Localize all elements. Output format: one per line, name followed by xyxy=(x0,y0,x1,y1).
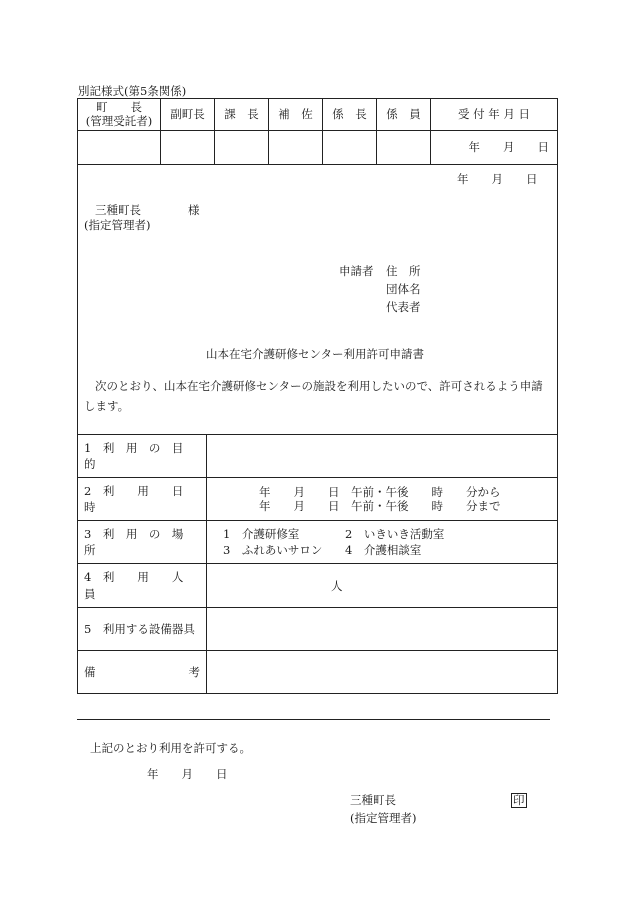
vice-mayor-stamp-cell[interactable] xyxy=(161,131,215,165)
seal-mark xyxy=(511,793,527,808)
equipment-label: 5 利用する設備器具 xyxy=(78,607,207,650)
equipment-row xyxy=(78,607,558,650)
place-field xyxy=(207,521,558,564)
place-option-training-room[interactable]: 1 介護研修室 xyxy=(223,526,300,541)
datetime-from: 年 月 日 午前・午後 時 分から xyxy=(259,484,501,499)
users-row xyxy=(78,564,558,607)
signer-sub: (指定管理者) xyxy=(350,811,417,825)
usage-details-table xyxy=(77,434,558,694)
datetime-label: 2 利 用 日 時 xyxy=(78,478,207,521)
mayor-label: 町 長 xyxy=(96,99,142,114)
remarks-row xyxy=(78,650,558,693)
users-label: 4 利 用 人 員 xyxy=(78,564,207,607)
applicant-rep-label: 代表者 xyxy=(386,300,421,314)
remarks-label-left: 備 xyxy=(84,664,96,679)
staff-stamp-cell[interactable] xyxy=(377,131,431,165)
datetime-to: 年 月 日 午前・午後 時 分まで xyxy=(259,499,501,514)
document-title: 山本在宅介護研修センター利用許可申請書 xyxy=(206,347,425,361)
place-option-salon[interactable]: 3 ふれあいサロン xyxy=(223,543,323,558)
mayor-stamp-cell[interactable] xyxy=(78,131,161,165)
subsection-chief-stamp-cell[interactable] xyxy=(323,131,377,165)
mayor-header xyxy=(78,99,161,131)
permission-text: 上記のとおり利用を許可する。 xyxy=(90,741,251,755)
place-label: 3 利 用 の 場 所 xyxy=(78,521,207,564)
section-chief-header: 課 長 xyxy=(215,99,269,131)
form-label: 別記様式(第5条関係) xyxy=(78,84,187,98)
place-option-activity-room[interactable]: 2 いきいき活動室 xyxy=(345,526,445,541)
applicant-group-label: 団体名 xyxy=(386,282,421,296)
datetime-row xyxy=(78,478,558,521)
remarks-field[interactable] xyxy=(207,650,558,693)
section-chief-stamp-cell[interactable] xyxy=(215,131,269,165)
received-date-header: 受 付 年 月 日 xyxy=(431,99,558,131)
staff-header: 係 員 xyxy=(377,99,431,131)
received-date-cell[interactable]: 年 月 日 xyxy=(431,131,558,165)
purpose-label: 1 利 用 の 目 的 xyxy=(78,435,207,478)
addressee-sub: (指定管理者) xyxy=(84,218,151,232)
approval-stamp-table xyxy=(77,98,558,165)
remarks-label xyxy=(78,650,207,693)
letter-date[interactable]: 年 月 日 xyxy=(457,172,538,186)
mayor-sub-label: (管理受託者) xyxy=(85,113,153,128)
datetime-field[interactable] xyxy=(207,478,558,521)
body-text-line1: 次のとおり、山本在宅介護研修センターの施設を利用したいので、許可されるよう申請 xyxy=(95,379,543,393)
signer-name: 三種町長 xyxy=(350,793,396,807)
assistant-stamp-cell[interactable] xyxy=(269,131,323,165)
place-option-consult-room[interactable]: 4 介護相談室 xyxy=(345,543,422,558)
users-unit: 人 xyxy=(331,578,343,593)
place-row xyxy=(78,521,558,564)
vice-mayor-header: 副町長 xyxy=(161,99,215,131)
addressee: 三種町長 xyxy=(95,203,141,217)
body-text-line2: します。 xyxy=(84,399,130,413)
permission-date[interactable]: 年 月 日 xyxy=(147,767,228,781)
remarks-label-right: 考 xyxy=(188,664,200,679)
assistant-header: 補 佐 xyxy=(269,99,323,131)
users-field[interactable] xyxy=(207,564,558,607)
equipment-field[interactable] xyxy=(207,607,558,650)
applicant-label: 申請者 xyxy=(339,264,374,278)
separator-line xyxy=(77,719,550,720)
seal-icon: 印 xyxy=(513,793,525,807)
applicant-address-label: 住 所 xyxy=(386,264,421,278)
purpose-row xyxy=(78,435,558,478)
purpose-field[interactable] xyxy=(207,435,558,478)
addressee-honorific: 様 xyxy=(188,203,200,217)
subsection-chief-header: 係 長 xyxy=(323,99,377,131)
